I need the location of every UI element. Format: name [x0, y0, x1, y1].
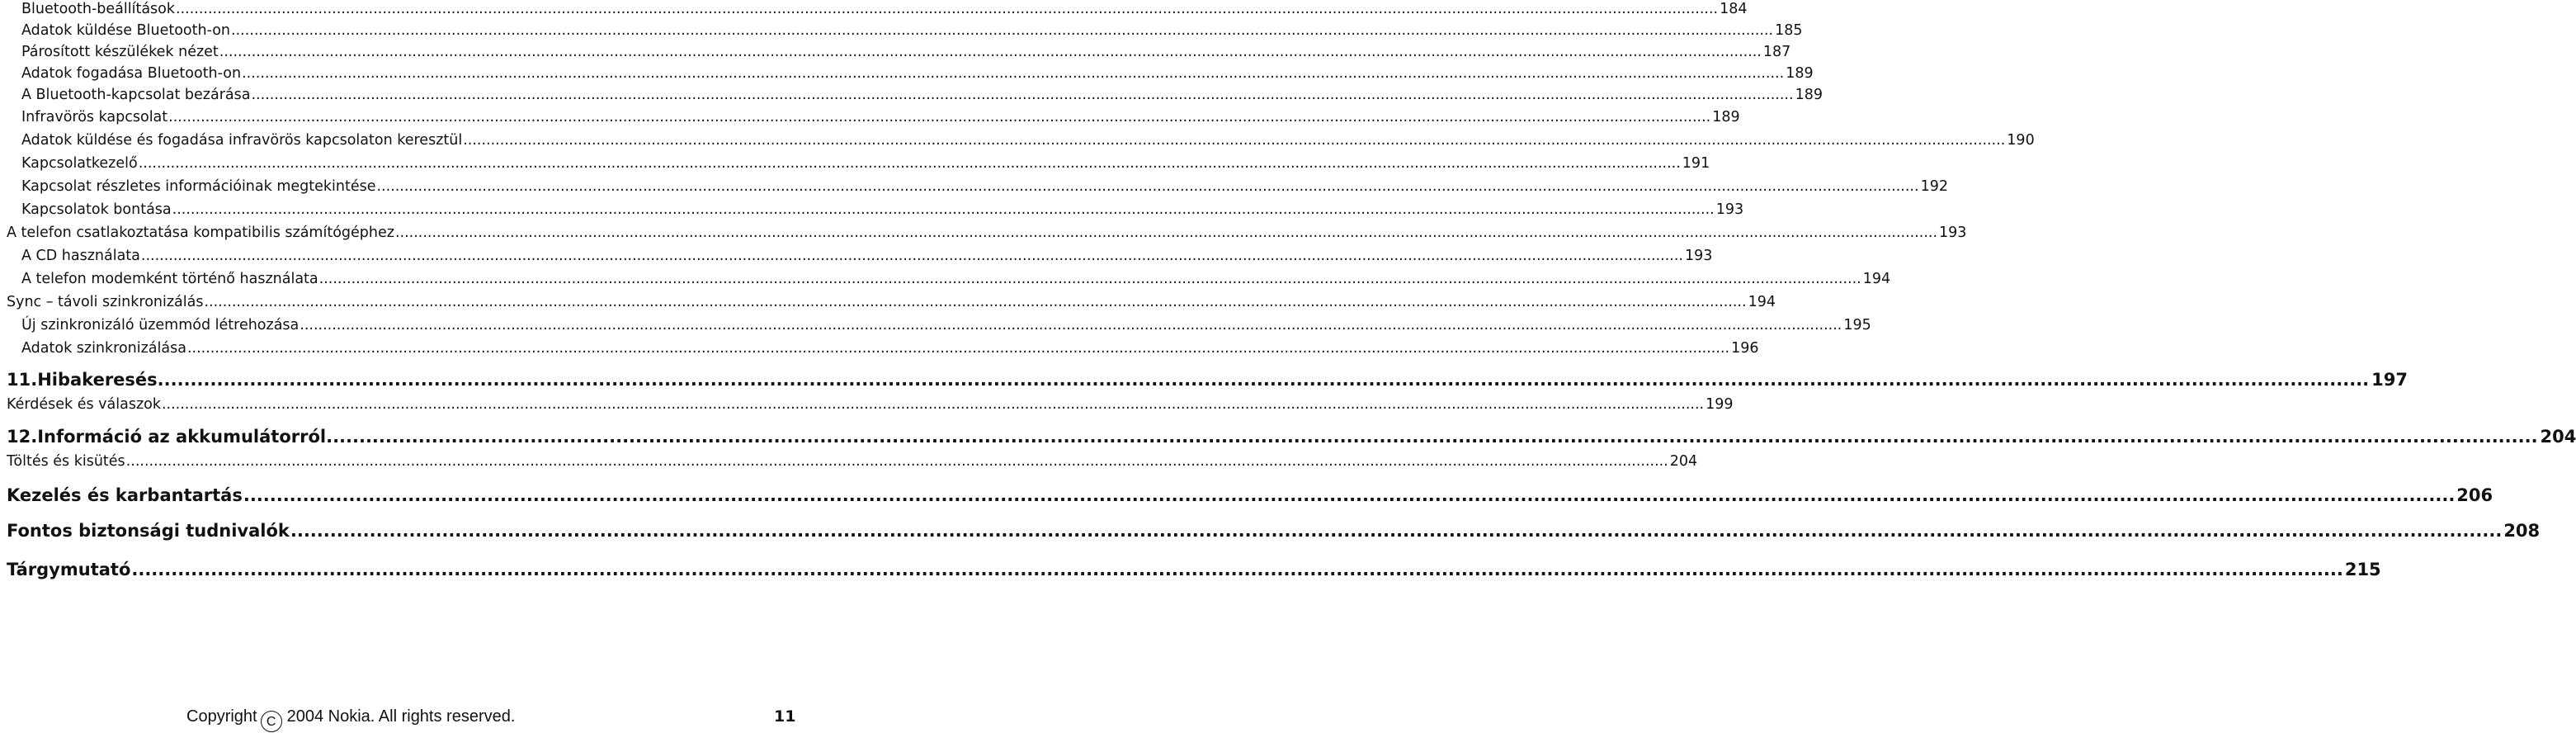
toc-entry[interactable]: [21, 131, 2035, 149]
toc-entry-title: A telefon modemként történő használata: [21, 271, 318, 287]
toc-entry-title: Adatok küldése Bluetooth-on: [21, 22, 231, 39]
toc-section-title: Fontos biztonsági tudnivalók: [7, 521, 290, 541]
toc-entry[interactable]: [21, 0, 1748, 18]
dot-leader: [176, 0, 1718, 18]
copyright-footer: [186, 707, 515, 732]
toc-entry-page: 191: [1682, 155, 1710, 172]
toc-entry-title: Új szinkronizáló üzemmód létrehozása: [21, 317, 300, 333]
toc-entry-title: Párosított készülékek nézet: [21, 44, 219, 60]
toc-entry-page: 184: [1720, 1, 1748, 17]
toc-entry-page: 193: [1685, 248, 1713, 264]
toc-chapter-page: 204: [2540, 427, 2576, 447]
toc-entry-title: Infravörös kapcsolat: [21, 109, 168, 125]
toc-section-page: 206: [2456, 485, 2493, 505]
dot-leader: [158, 369, 2369, 390]
toc-entry[interactable]: [21, 316, 1871, 334]
toc-chapter-page: 197: [2371, 370, 2408, 390]
dot-leader: [395, 224, 1937, 242]
toc-entry-page: 185: [1775, 22, 1803, 39]
toc-entry[interactable]: [21, 154, 1710, 173]
toc-section-title: Kezelés és karbantartás: [7, 485, 243, 505]
dot-leader: [139, 154, 1681, 173]
toc-section[interactable]: [7, 559, 2381, 580]
toc-entry-title: Töltés és kisütés: [7, 453, 125, 470]
toc-entry-page: 189: [1795, 87, 1823, 103]
toc-entry-page: 194: [1862, 271, 1891, 287]
toc-entry-title: Kapcsolatok bontása: [21, 201, 172, 218]
toc-entry-title: Adatok fogadása Bluetooth-on: [21, 65, 242, 82]
dot-leader: [172, 201, 1715, 219]
dot-leader: [251, 86, 1793, 104]
toc-chapter-title: 12.Információ az akkumulátorról: [7, 427, 327, 447]
toc-entry-page: 193: [1715, 201, 1744, 218]
toc-entry-page: 196: [1731, 340, 1759, 357]
dot-leader: [187, 339, 1729, 357]
toc-entry-title: A CD használata: [21, 248, 140, 264]
dot-leader: [204, 293, 1746, 311]
dot-leader: [290, 520, 2502, 541]
toc-entry[interactable]: [7, 452, 1698, 471]
toc-entry-page: 194: [1748, 294, 1776, 310]
toc-entry-title: Kapcsolat részletes információinak megtekintése: [21, 178, 376, 195]
dot-leader: [131, 559, 2342, 580]
toc-entry-title: Bluetooth-beállítások: [21, 1, 175, 17]
copyright-word: Copyright: [186, 707, 257, 726]
toc-entry-page: 195: [1843, 317, 1871, 333]
toc-entry[interactable]: [7, 293, 1776, 311]
toc-entry-title: Kérdések és válaszok: [7, 396, 161, 413]
toc-entry-title: Sync – távoli szinkronizálás: [7, 294, 204, 310]
toc-section-page: 215: [2344, 560, 2381, 579]
toc-entry-title: Adatok küldése és fogadása infravörös kapcsolaton keresztül: [21, 132, 463, 149]
toc-entry[interactable]: [21, 270, 1891, 288]
dot-leader: [126, 452, 1668, 471]
dot-leader: [376, 177, 1918, 196]
toc-entry[interactable]: [21, 21, 1803, 40]
toc-entry-page: 187: [1762, 44, 1791, 60]
toc-section-title: Tárgymutató: [7, 560, 131, 579]
toc-entry-page: 199: [1706, 396, 1734, 413]
dot-leader: [300, 316, 1842, 334]
dot-leader: [242, 64, 1784, 83]
dot-leader: [326, 426, 2537, 447]
dot-leader: [243, 485, 2455, 506]
dot-leader: [168, 108, 1710, 126]
page-number: 11: [774, 707, 796, 726]
toc-entry-title: Kapcsolatkezelő: [21, 155, 138, 172]
toc-section[interactable]: [7, 520, 2541, 541]
toc-entry-page: 193: [1939, 225, 1967, 241]
toc-chapter-title: 11.Hibakeresés: [7, 370, 158, 390]
toc-entry-page: 189: [1712, 109, 1740, 125]
toc-entry-title: A telefon csatlakoztatása kompatibilis számítógéphez: [7, 225, 394, 241]
toc-section-page: 208: [2503, 521, 2541, 541]
toc-entry-title: Adatok szinkronizálása: [21, 340, 186, 357]
toc-entry[interactable]: [21, 64, 1814, 83]
toc-entry[interactable]: [7, 224, 1967, 242]
toc-entry[interactable]: [7, 395, 1734, 414]
toc-entry-page: 189: [1786, 65, 1814, 82]
toc-entry[interactable]: [21, 108, 1740, 126]
toc-chapter[interactable]: [7, 426, 2576, 447]
dot-leader: [141, 247, 1683, 265]
dot-leader: [219, 43, 1762, 61]
toc-entry[interactable]: [21, 339, 1759, 357]
toc-entry-page: 204: [1669, 453, 1698, 470]
toc-entry[interactable]: [21, 177, 1948, 196]
toc-section[interactable]: [7, 485, 2493, 506]
toc-entry-page: 192: [1920, 178, 1948, 195]
toc-entry[interactable]: [21, 247, 1713, 265]
copyright-text: 2004 Nokia. All rights reserved.: [286, 707, 516, 726]
dot-leader: [319, 270, 1861, 288]
dot-leader: [463, 131, 2005, 149]
toc-chapter[interactable]: [7, 369, 2408, 390]
toc-entry[interactable]: [21, 201, 1744, 219]
toc-entry[interactable]: [21, 43, 1791, 61]
toc-entry[interactable]: [21, 86, 1823, 104]
toc-entry-page: 190: [2007, 132, 2035, 149]
dot-leader: [231, 21, 1773, 40]
dot-leader: [162, 395, 1704, 414]
copyright-icon: C: [261, 711, 282, 732]
toc-entry-title: A Bluetooth-kapcsolat bezárása: [21, 87, 251, 103]
